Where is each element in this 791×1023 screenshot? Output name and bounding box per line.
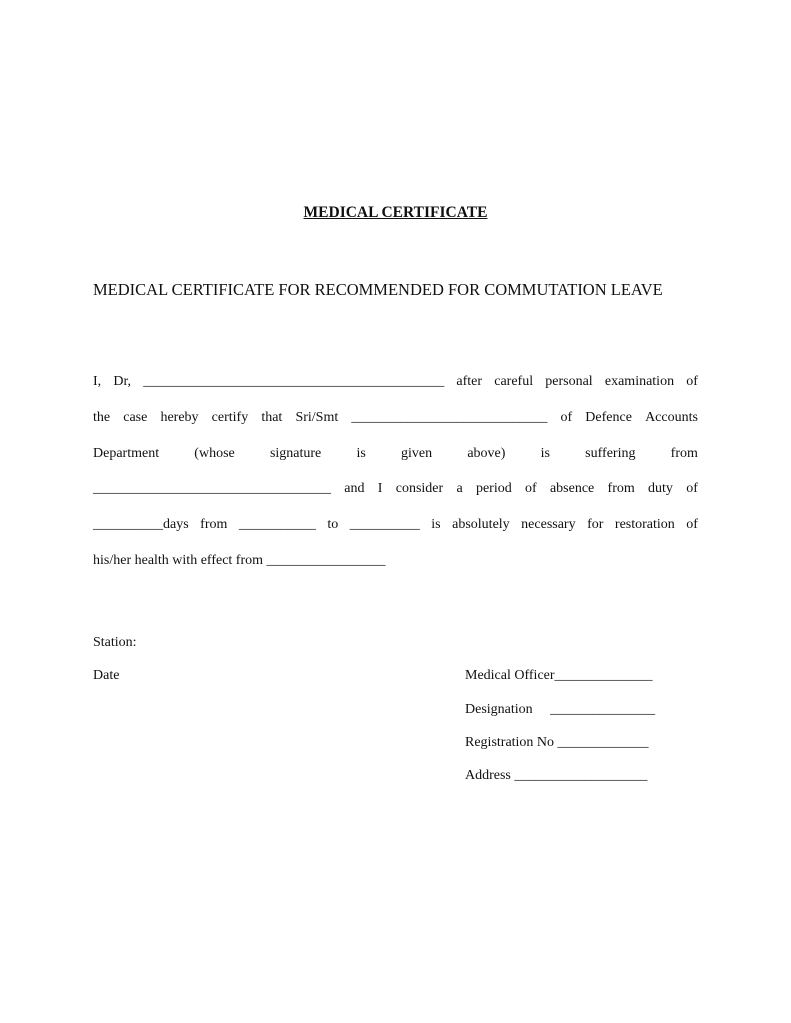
page-title: MEDICAL CERTIFICATE (303, 204, 488, 221)
body-word: from (670, 446, 698, 461)
body-word: examination (604, 374, 675, 389)
body-word: Sri/Smt (295, 410, 339, 425)
body-word: personal (545, 374, 593, 389)
body-word: absolutely (452, 517, 510, 532)
body-word: period (475, 481, 512, 496)
body-word: from (607, 481, 635, 496)
body-word: of (686, 481, 698, 496)
body-word: I (377, 481, 383, 496)
body-word: of (560, 410, 573, 425)
designation-field: Designation _______________ (465, 702, 656, 717)
body-word: is (540, 446, 550, 461)
body-word: given (401, 446, 433, 461)
station-label: Station: (93, 635, 137, 650)
body-word: careful (494, 374, 534, 389)
body-word: (whose (194, 446, 235, 461)
body-word: of (686, 374, 698, 389)
body-word: the (93, 410, 111, 425)
body-word: hereby (160, 410, 199, 425)
body-line-4 (93, 481, 698, 501)
body-line-5 (93, 517, 698, 537)
body-word: from (200, 517, 228, 532)
body-word: suffering (585, 446, 636, 461)
body-word: Department (93, 446, 160, 461)
body-word: is (356, 446, 366, 461)
registration-field: Registration No _____________ (465, 735, 649, 750)
body-word: of (525, 481, 537, 496)
body-line-2 (93, 410, 698, 430)
body-word: above) (467, 446, 506, 461)
date-label: Date (93, 668, 120, 683)
body-word: and (344, 481, 365, 496)
body-word: to (327, 517, 339, 532)
body-line-1 (93, 374, 698, 394)
body-word: Accounts (645, 410, 698, 425)
medical-officer-field: Medical Officer______________ (465, 668, 653, 683)
body-word: __________________________________ (93, 481, 331, 496)
body-word: __________days (93, 517, 189, 532)
body-word: is (431, 517, 441, 532)
body-word: of (686, 517, 698, 532)
body-word: absence (549, 481, 595, 496)
body-word: necessary (521, 517, 576, 532)
body-word: ___________ (238, 517, 316, 532)
body-word: I, (93, 374, 102, 389)
body-line-6: his/her health with effect from _________________ (93, 553, 386, 568)
body-word: case (123, 410, 148, 425)
body-word: restoration (614, 517, 675, 532)
certificate-subtitle: MEDICAL CERTIFICATE FOR RECOMMENDED FOR COMMUTATION LEAVE (93, 280, 663, 299)
body-word: for (587, 517, 604, 532)
body-word: certify (211, 410, 249, 425)
body-word: that (261, 410, 283, 425)
body-word: a (456, 481, 463, 496)
body-word: duty (648, 481, 673, 496)
body-word: ____________________________ (351, 410, 548, 425)
body-word: Dr, (113, 374, 132, 389)
body-word: consider (395, 481, 444, 496)
body-word: after (456, 374, 483, 389)
body-line-3 (93, 446, 698, 466)
body-word: ___________________________________________ (143, 374, 445, 389)
body-word: Defence (585, 410, 632, 425)
body-word: signature (269, 446, 322, 461)
body-word: __________ (349, 517, 420, 532)
address-field: Address ___________________ (465, 768, 648, 783)
